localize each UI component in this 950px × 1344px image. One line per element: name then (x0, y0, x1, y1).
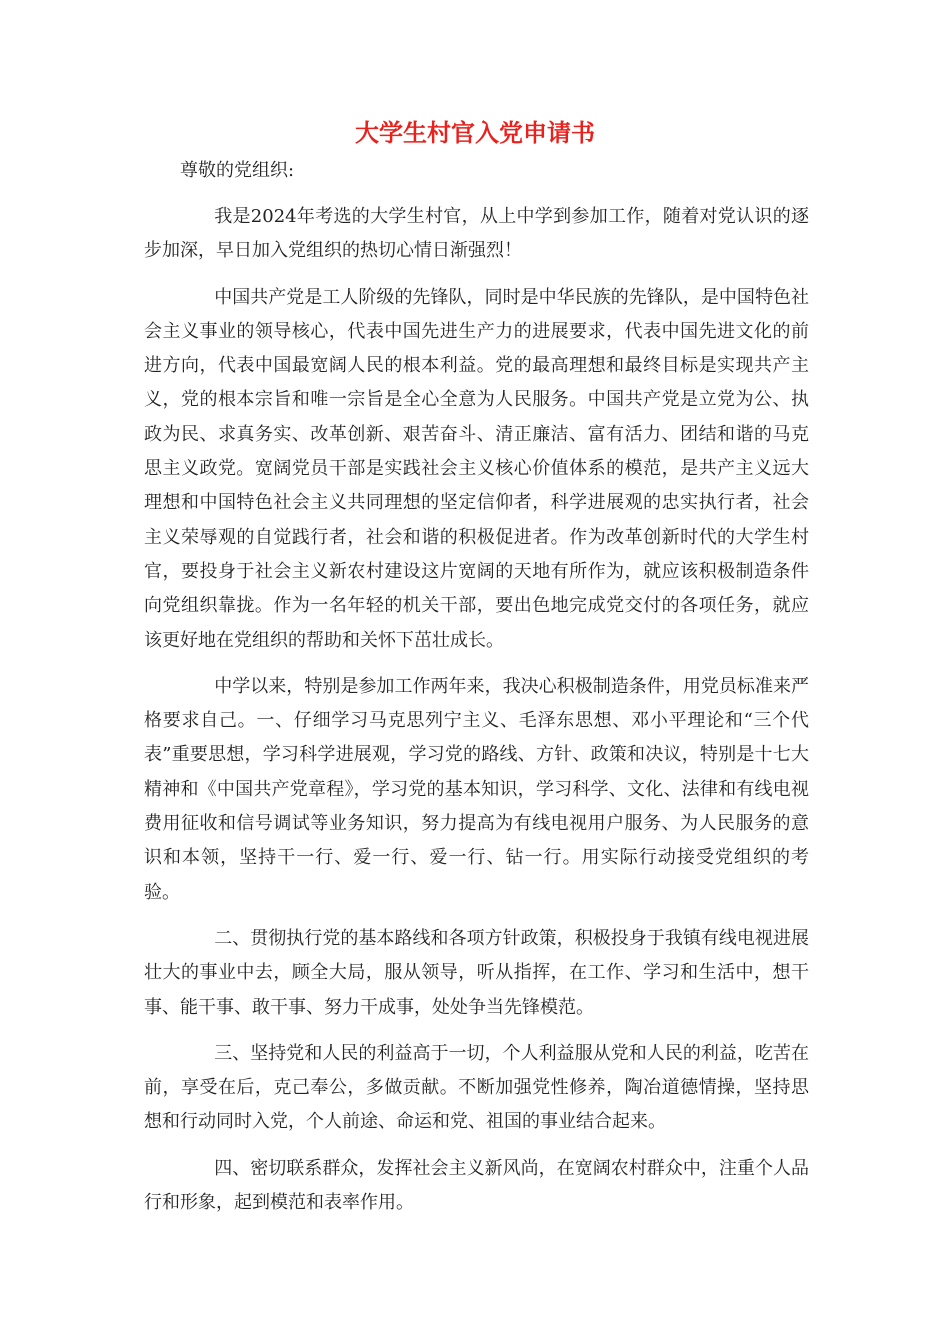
document-title: 大学生村官入党申请书 (355, 119, 595, 147)
paragraph: 我是2024年考选的大学生村官，从上中学到参加工作，随着对党认识的逐步加深，早日加入党组织的热切心情日渐强烈！ (144, 206, 809, 262)
salutation: 尊敬的党组织: (180, 160, 295, 181)
document-body (144, 200, 809, 1232)
paragraph: 三、坚持党和人民的利益高于一切，个人利益服从党和人民的利益，吃苦在前，享受在后，克己奉公，多做贡献。不断加强党性修养，陶冶道德情操，坚持思想和行动同时入党，个人前途、命运和党、祖国的事业结合起来。 (144, 1042, 809, 1133)
paragraph: 四、密切联系群众，发挥社会主义新风尚，在宽阔农村群众中，注重个人品行和形象，起到模范和表率作用。 (144, 1157, 809, 1214)
paragraph: 中学以来，特别是参加工作两年来，我决心积极制造条件，用党员标准来严格要求自己。一、仔细学习马克思列宁主义、毛泽东思想、邓小平理论和“三个代表”重要思想，学习科学进展观，学习党的路线、方针、政策和决议，特别是十七大精神和《中国共产党章程》，学习党的基本知识，学习科学、文化、法律和有线电视费用征收和信号调试等业务知识，努力提高为有线电视用户服务、为人民服务的意识和本领，坚持干一行、爱一行、爱一行、钻一行。用实际行动接受党组织的考验。 (144, 675, 809, 903)
paragraph: 二、贯彻执行党的基本路线和各项方针政策，积极投身于我镇有线电视进展壮大的事业中去，顾全大局，服从领导，听从指挥，在工作、学习和生活中，想干事、能干事、敢干事、努力干成事，处处争当先锋模范。 (144, 927, 809, 1018)
paragraph: 中国共产党是工人阶级的先锋队，同时是中华民族的先锋队，是中国特色社会主义事业的领导核心，代表中国先进生产力的进展要求，代表中国先进文化的前进方向，代表中国最宽阔人民的根本利益。党的最高理想和最终目标是实现共产主义，党的根本宗旨和唯一宗旨是全心全意为人民服务。中国共产党是立党为公、执政为民、求真务实、改革创新、艰苦奋斗、清正廉洁、富有活力、团结和谐的马克思主义政党。宽阔党员干部是实践社会主义核心价值体系的模范，是共产主义远大理想和中国特色社会主义共同理想的坚定信仰者，科学进展观的忠实执行者，社会主义荣辱观的自觉践行者，社会和谐的积极促进者。作为改革创新时代的大学生村官，要投身于社会主义新农村建设这片宽阔的天地有所作为，就应该积极制造条件向党组织靠拢。作为一名年轻的机关干部，要出色地完成党交付的各项任务，就应该更好地在党组织的帮助和关怀下茁壮成长。 (144, 286, 809, 651)
